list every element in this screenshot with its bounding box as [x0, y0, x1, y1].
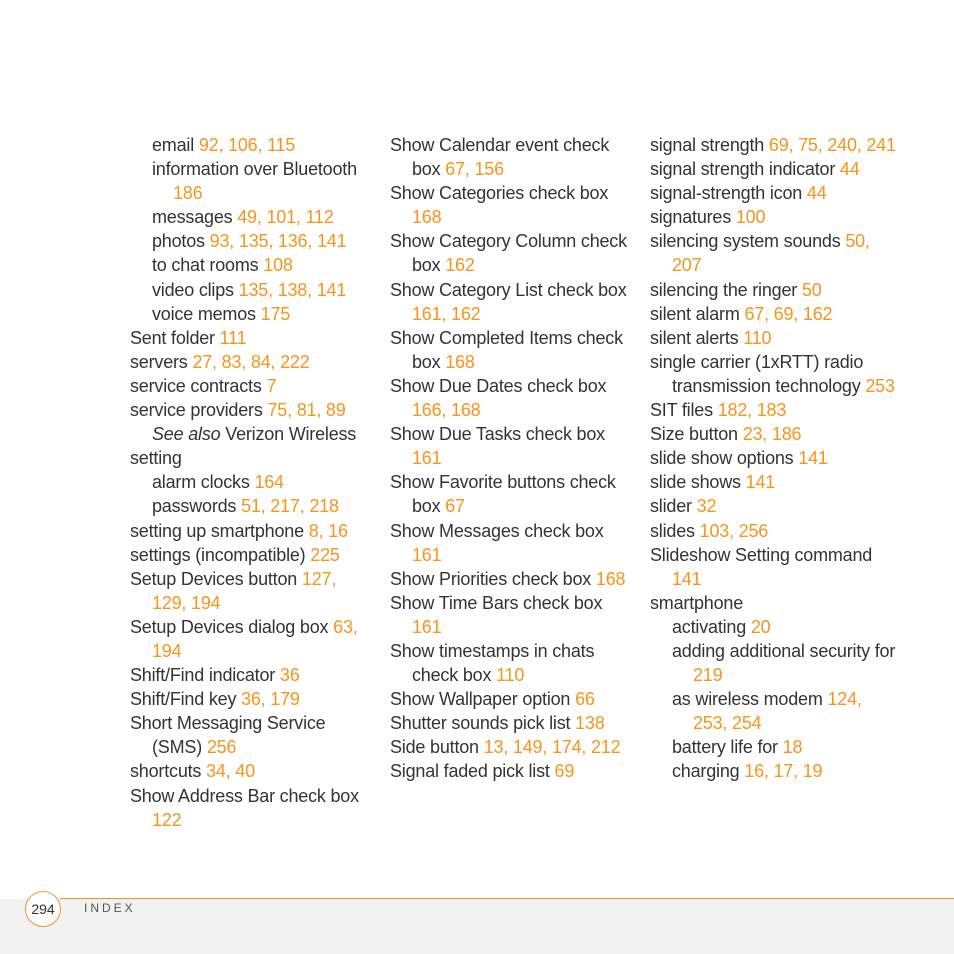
- index-entry: [650, 205, 900, 229]
- index-term: alarm clocks: [152, 472, 250, 493]
- index-subentry: [130, 470, 375, 494]
- index-subentry: [650, 639, 900, 687]
- page-references[interactable]: 51, 217, 218: [241, 496, 339, 517]
- page-references[interactable]: 103, 256: [699, 520, 769, 541]
- index-entry: [390, 591, 635, 639]
- index-entry: [650, 543, 900, 591]
- index-entry: [390, 735, 635, 759]
- page-references[interactable]: 110: [496, 665, 525, 686]
- page-references[interactable]: 92, 106, 115: [198, 135, 296, 155]
- index-term: activating: [672, 616, 747, 637]
- index-term: Shutter sounds pick list: [390, 713, 571, 734]
- index-entry: [650, 157, 900, 181]
- index-term: Show Categories check box: [390, 183, 609, 204]
- index-term: Shift/Find key: [130, 689, 237, 710]
- index-entry: [650, 350, 900, 398]
- index-subentry: [130, 278, 375, 302]
- index-term: Show Time Bars check box: [390, 592, 603, 613]
- page-references[interactable]: 168: [445, 351, 475, 372]
- index-entry: [390, 278, 635, 326]
- page-references[interactable]: 135, 138, 141: [238, 279, 347, 300]
- index-term: battery life for: [672, 737, 778, 758]
- index-subentry: [650, 687, 900, 735]
- page-references[interactable]: 63, 194: [152, 616, 358, 661]
- index-term: settings (incompatible): [130, 544, 306, 565]
- index-column-1: [130, 133, 375, 832]
- index-term: smartphone: [650, 592, 744, 613]
- page-references[interactable]: 168: [595, 568, 626, 589]
- page-references[interactable]: 75, 81, 89: [267, 400, 346, 421]
- index-subentry: [650, 615, 900, 639]
- page-references[interactable]: 23, 186: [742, 424, 802, 445]
- page-references[interactable]: 108: [263, 255, 293, 276]
- index-term: Show Priorities check box: [390, 568, 592, 589]
- index-entry: [390, 567, 635, 591]
- index-term: voice memos: [152, 303, 256, 324]
- index-entry: [130, 543, 375, 567]
- index-entry: [650, 229, 900, 277]
- index-subentry: [650, 759, 900, 783]
- index-term: Show Calendar event check box: [390, 135, 610, 180]
- page-references[interactable]: 100: [735, 207, 766, 228]
- index-entry: [390, 133, 635, 181]
- index-subentry: [130, 229, 375, 253]
- index-term: Shift/Find indicator: [130, 665, 276, 686]
- index-term: Side button: [390, 737, 479, 758]
- index-entry: [650, 446, 900, 470]
- page-references[interactable]: 168: [412, 207, 442, 228]
- page-references[interactable]: 49, 101, 112: [237, 207, 334, 228]
- page-references[interactable]: 66: [575, 689, 595, 710]
- page-references[interactable]: 67: [445, 496, 465, 517]
- page-references[interactable]: 36: [279, 665, 300, 686]
- index-term: silent alerts: [650, 327, 739, 348]
- page-references[interactable]: 27, 83, 84, 222: [192, 351, 310, 372]
- index-subentry: [130, 205, 375, 229]
- index-entry: [130, 567, 375, 615]
- index-term: Show Due Dates check box: [390, 375, 607, 396]
- index-entry: [650, 422, 900, 446]
- index-subentry: [130, 253, 375, 277]
- page-references[interactable]: 161: [412, 616, 442, 637]
- section-label: INDEX: [84, 901, 136, 915]
- page-references[interactable]: 127, 129, 194: [152, 568, 337, 613]
- index-entry: [650, 591, 900, 615]
- index-term: as wireless modem: [672, 689, 823, 710]
- page-references[interactable]: 175: [260, 303, 291, 324]
- index-subentry: [130, 422, 375, 446]
- index-term: SIT files: [650, 400, 713, 421]
- page-references[interactable]: 111: [219, 327, 247, 348]
- index-term: signal strength: [650, 135, 765, 155]
- index-term: Size button: [650, 424, 738, 445]
- index-entry: [650, 133, 900, 157]
- page-references[interactable]: 34, 40: [206, 761, 255, 782]
- page-references[interactable]: 219: [693, 665, 723, 686]
- footer-band: [0, 899, 954, 954]
- index-term: Show Completed Items check box: [390, 327, 623, 372]
- index-term: Show Category List check box: [390, 279, 627, 300]
- page-references[interactable]: 256: [206, 737, 237, 758]
- index-entry: [650, 398, 900, 422]
- index-term: service contracts: [130, 375, 262, 396]
- page-references[interactable]: 13, 149, 174, 212: [483, 737, 621, 758]
- page-references[interactable]: 32: [696, 496, 717, 517]
- index-term: Show Wallpaper option: [390, 689, 571, 710]
- page-references[interactable]: 141: [745, 472, 776, 493]
- index-entry: [650, 278, 900, 302]
- page-references[interactable]: 7: [266, 375, 277, 396]
- page-references[interactable]: 36, 179: [241, 689, 300, 710]
- index-term: single carrier (1xRTT) radio transmission technology: [650, 351, 864, 396]
- index-entry: [130, 759, 375, 783]
- index-term: slide show options: [650, 448, 794, 469]
- page-references[interactable]: 67, 156: [445, 159, 504, 180]
- page-references[interactable]: 161, 162: [412, 303, 481, 324]
- index-term: slides: [650, 520, 695, 541]
- index-term: Sent folder: [130, 327, 215, 348]
- index-entry: [130, 615, 375, 663]
- index-term: video clips: [152, 279, 234, 300]
- index-term: photos: [152, 231, 205, 252]
- page-references[interactable]: 93, 135, 136, 141: [209, 231, 347, 252]
- index-entry: [650, 470, 900, 494]
- page-references[interactable]: 182, 183: [717, 400, 787, 421]
- page-references[interactable]: 253: [865, 375, 895, 396]
- index-entry: [650, 494, 900, 518]
- page-references[interactable]: 50: [801, 279, 822, 300]
- index-subentry: [130, 157, 375, 205]
- index-term: Verizon Wireless: [225, 424, 357, 445]
- index-entry: [650, 326, 900, 350]
- index-term: Show timestamps in chats check box: [390, 640, 595, 686]
- index-entry: [390, 639, 635, 687]
- index-term: Slideshow Setting command: [650, 544, 873, 565]
- index-term: silent alarm: [650, 303, 740, 324]
- page-references[interactable]: 20: [750, 616, 771, 637]
- index-term: shortcuts: [130, 761, 202, 782]
- index-column-2: [390, 133, 635, 784]
- page-references[interactable]: 110: [743, 327, 772, 348]
- index-term: silencing system sounds: [650, 231, 841, 252]
- index-term: silencing the ringer: [650, 279, 798, 300]
- page-references[interactable]: 69, 75, 240, 241: [768, 135, 896, 155]
- index-term: information over Bluetooth: [152, 159, 357, 180]
- page-references[interactable]: 44: [839, 159, 860, 180]
- index-entry: [650, 181, 900, 205]
- index-entry: [390, 711, 635, 735]
- index-term: charging: [672, 761, 740, 782]
- index-subentry: [130, 494, 375, 518]
- index-term: passwords: [152, 496, 237, 517]
- index-entry: [130, 687, 375, 711]
- page-references[interactable]: 141: [798, 448, 828, 469]
- page-references[interactable]: 122: [152, 809, 182, 830]
- index-entry: [130, 350, 375, 374]
- index-term: Setup Devices dialog box: [130, 616, 329, 637]
- index-entry: [390, 687, 635, 711]
- index-term: servers: [130, 351, 188, 372]
- index-term: signal-strength icon: [650, 183, 803, 204]
- index-entry: [390, 326, 635, 374]
- page-number-badge: 294: [25, 891, 61, 927]
- index-term: Show Messages check box: [390, 520, 604, 541]
- index-term: slider: [650, 496, 692, 517]
- page-references[interactable]: 50, 207: [672, 231, 870, 276]
- index-entry: [390, 181, 635, 229]
- index-entry: [130, 711, 375, 759]
- page-references[interactable]: 161: [412, 544, 442, 565]
- index-entry: [390, 519, 635, 567]
- index-term: slide shows: [650, 472, 741, 493]
- index-subentry: [130, 302, 375, 326]
- index-column-3: [650, 133, 900, 784]
- page-references[interactable]: 16, 17, 19: [744, 761, 823, 782]
- page-references[interactable]: 161: [412, 448, 442, 469]
- index-entry: [390, 229, 635, 277]
- index-entry: [650, 302, 900, 326]
- index-term: messages: [152, 207, 233, 228]
- page-references[interactable]: 124, 253, 254: [693, 689, 862, 734]
- index-subentry: [650, 735, 900, 759]
- index-term: Show Favorite buttons check box: [390, 472, 616, 517]
- index-entry: [130, 398, 375, 422]
- index-term: setting: [130, 448, 182, 469]
- index-entry: [650, 519, 900, 543]
- page-references[interactable]: 186: [173, 183, 203, 204]
- index-entry: [130, 663, 375, 687]
- index-term: Short Messaging Service (SMS): [130, 713, 326, 758]
- index-entry: [130, 326, 375, 350]
- page-references[interactable]: 18: [782, 737, 803, 758]
- page-references[interactable]: 138: [575, 713, 605, 734]
- index-entry: [130, 784, 375, 832]
- index-term: email: [152, 135, 195, 155]
- index-entry: [390, 422, 635, 470]
- index-term: Signal faded pick list: [390, 761, 550, 782]
- page-references[interactable]: 8, 16: [308, 520, 348, 541]
- index-entry: [390, 470, 635, 518]
- index-term: Show Address Bar check box: [130, 785, 359, 806]
- page-references[interactable]: 164: [254, 472, 284, 493]
- index-term: adding additional security for: [672, 640, 896, 661]
- index-term: Show Category Column check box: [390, 231, 627, 276]
- see-also-label: See also: [152, 424, 221, 445]
- page-references[interactable]: 141: [672, 568, 702, 589]
- page-references[interactable]: 69: [554, 761, 575, 782]
- index-entry: [390, 759, 635, 783]
- index-term: setting up smartphone: [130, 520, 304, 541]
- page-references[interactable]: 162: [445, 255, 475, 276]
- index-entry: [390, 374, 635, 422]
- index-subentry: [130, 133, 375, 157]
- index-term: service providers: [130, 400, 263, 421]
- page-references[interactable]: 44: [806, 183, 827, 204]
- index-term: signal strength indicator: [650, 159, 836, 180]
- page-references[interactable]: 166, 168: [412, 400, 481, 421]
- index-term: Setup Devices button: [130, 568, 298, 589]
- footer-divider: [60, 898, 954, 899]
- index-term: Show Due Tasks check box: [390, 424, 605, 445]
- page-references[interactable]: 67, 69, 162: [744, 303, 833, 324]
- index-entry: [130, 374, 375, 398]
- index-entry: [130, 446, 375, 470]
- index-entry: [130, 519, 375, 543]
- index-term: to chat rooms: [152, 255, 259, 276]
- page-references[interactable]: 225: [310, 544, 340, 565]
- index-term: signatures: [650, 207, 732, 228]
